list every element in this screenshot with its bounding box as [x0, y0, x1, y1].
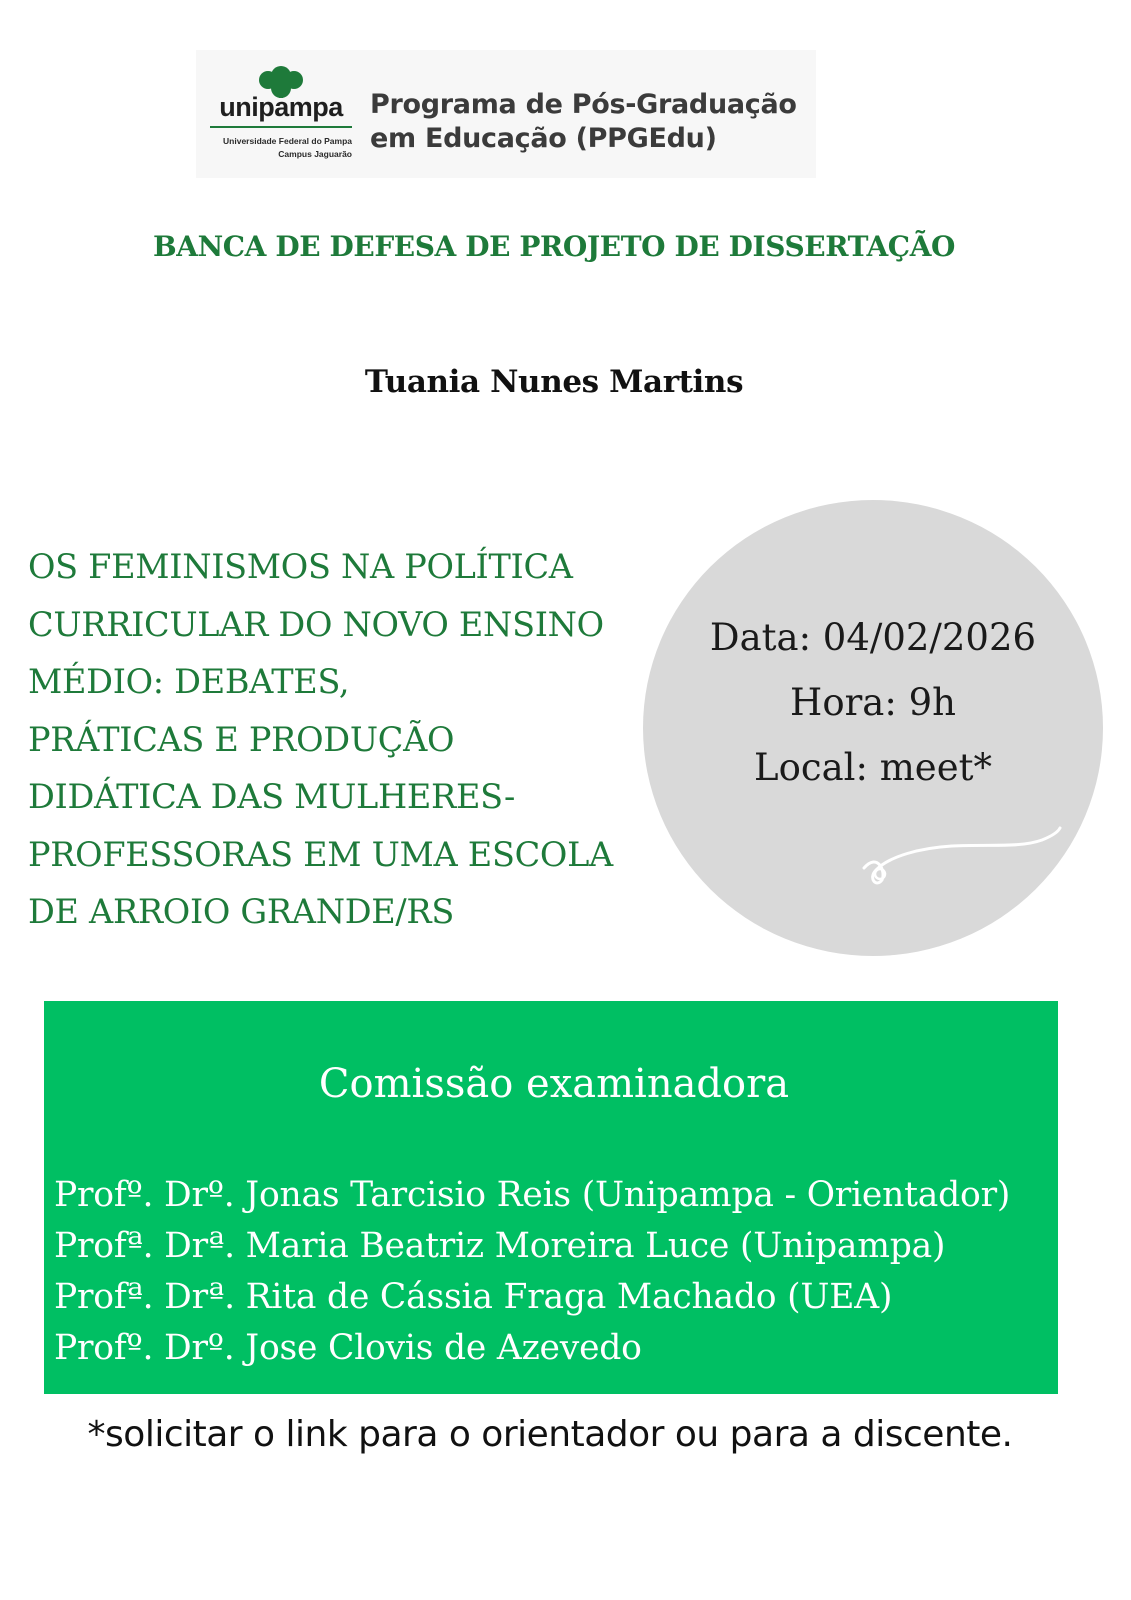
event-time: Hora: 9h	[790, 681, 956, 724]
program-line-2: em Educação (PPGEdu)	[370, 123, 717, 154]
event-info	[643, 605, 1103, 800]
committee-member: Profª. Drª. Rita de Cássia Fraga Machado (UEA)	[54, 1277, 893, 1317]
title-line: MÉDIO: DEBATES,	[28, 662, 350, 701]
committee-member: Profª. Drª. Maria Beatriz Moreira Luce (Unipampa)	[54, 1226, 946, 1266]
logo-university-name: Universidade Federal do Pampa	[223, 136, 352, 146]
title-line: DE ARROIO GRANDE/RS	[28, 892, 454, 931]
program-name	[370, 88, 797, 156]
committee-panel	[44, 1001, 1058, 1394]
program-line-1: Programa de Pós-Graduação	[370, 89, 797, 120]
decorative-swirl-icon	[860, 822, 1064, 892]
event-location: Local: meet*	[754, 746, 992, 789]
event-date: Data: 04/02/2026	[709, 616, 1037, 659]
page-heading: BANCA DE DEFESA DE PROJETO DE DISSERTAÇÃO	[152, 230, 956, 263]
title-line: DIDÁTICA DAS MULHERES-	[28, 777, 516, 816]
committee-members	[54, 1170, 1010, 1374]
logo-divider	[210, 126, 352, 128]
footnote: *solicitar o link para o orientador ou para a discente.	[87, 1414, 1013, 1455]
committee-member: Profº. Drº. Jonas Tarcisio Reis (Unipampa - Orientador)	[54, 1175, 1011, 1215]
title-line: CURRICULAR DO NOVO ENSINO	[28, 604, 604, 644]
dissertation-title	[28, 538, 688, 941]
title-line: PRÁTICAS E PRODUÇÃO	[28, 719, 455, 759]
committee-member: Profº. Drº. Jose Clovis de Azevedo	[54, 1328, 642, 1368]
logo-campus-name: Campus Jaguarão	[278, 149, 352, 159]
student-name: Tuania Nunes Martins	[364, 364, 744, 400]
committee-title: Comissão examinadora	[318, 1061, 790, 1107]
logo-wordmark: unipampa	[219, 92, 343, 122]
title-line: PROFESSORAS EM UMA ESCOLA	[28, 834, 613, 874]
title-line: OS FEMINISMOS NA POLÍTICA	[28, 547, 573, 586]
unipampa-logo-banner	[196, 50, 816, 178]
